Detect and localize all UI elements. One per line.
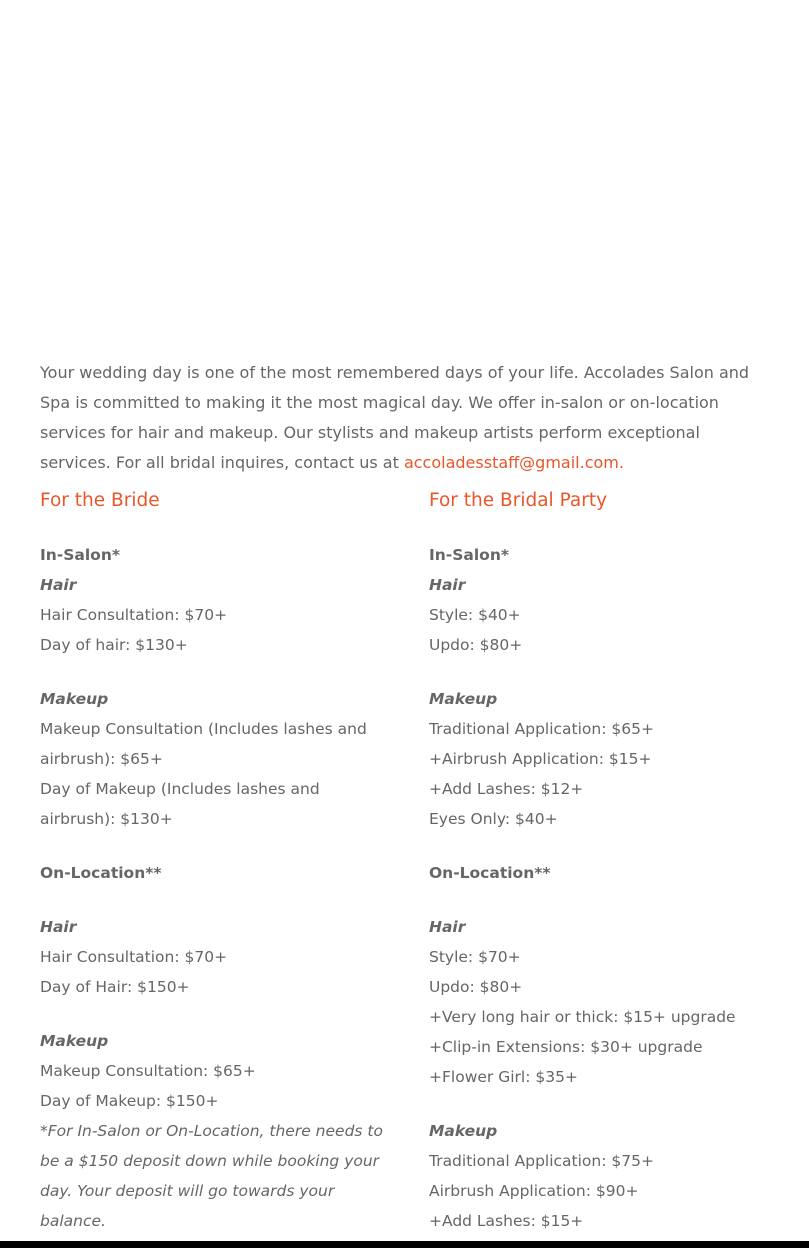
party-in-salon-makeup-item: +Airbrush Application: $15+ [429, 750, 652, 768]
party-in-salon-hair-item: Style: $40+ [429, 606, 521, 624]
party-in-salon-heading: In-Salon* [429, 546, 509, 564]
bride-on-location-hair-heading: Hair [40, 918, 77, 936]
bride-in-salon-hair-item: Day of hair: $130+ [40, 636, 188, 654]
party-on-location-makeup-item: +Add Lashes: $15+ [429, 1212, 584, 1230]
party-on-location-hair-item: Updo: $80+ [429, 978, 523, 996]
party-on-location-hair-item: +Very long hair or thick: $15+ upgrade [429, 1008, 736, 1026]
bride-title: For the Bride [40, 490, 160, 511]
intro-paragraph [40, 358, 770, 478]
bottom-bar [0, 1241, 809, 1248]
party-in-salon-hair-heading: Hair [429, 576, 466, 594]
party-in-salon-makeup-heading: Makeup [429, 690, 498, 708]
bride-on-location-hair-item: Day of Hair: $150+ [40, 978, 190, 996]
bride-in-salon-heading: In-Salon* [40, 546, 120, 564]
bride-column [40, 486, 390, 1236]
bride-on-location-makeup-item: Makeup Consultation: $65+ [40, 1062, 256, 1080]
party-in-salon-makeup-item: Traditional Application: $65+ [429, 720, 654, 738]
bride-in-salon-makeup-heading: Makeup [40, 690, 109, 708]
contact-email-link[interactable]: accoladesstaff@gmail.com. [403, 453, 624, 472]
party-on-location-makeup-item: Traditional Application: $75+ [429, 1152, 654, 1170]
party-on-location-heading: On-Location** [429, 864, 551, 882]
party-on-location-hair-heading: Hair [429, 918, 466, 936]
party-column [429, 486, 789, 1236]
bride-on-location-hair-item: Hair Consultation: $70+ [40, 948, 228, 966]
party-in-salon-hair-item: Updo: $80+ [429, 636, 523, 654]
bride-in-salon-hair-item: Hair Consultation: $70+ [40, 606, 228, 624]
party-in-salon-makeup-item: +Add Lashes: $12+ [429, 780, 584, 798]
bride-in-salon-makeup-item: Makeup Consultation (Includes lashes and airbrush): $65+ [40, 720, 367, 768]
hero-image-area [0, 0, 809, 340]
bride-in-salon-makeup-item: Day of Makeup (Includes lashes and airbrush): $130+ [40, 780, 320, 828]
party-in-salon-makeup-item: Eyes Only: $40+ [429, 810, 558, 828]
party-on-location-makeup-item: Airbrush Application: $90+ [429, 1182, 639, 1200]
party-on-location-makeup-heading: Makeup [429, 1122, 498, 1140]
party-title: For the Bridal Party [429, 490, 608, 511]
party-on-location-hair-item: +Clip-in Extensions: $30+ upgrade [429, 1038, 703, 1056]
bride-on-location-heading: On-Location** [40, 864, 162, 882]
intro-text: Your wedding day is one of the most remembered days of your life. Accolades Salon and Spa is committed to making it the most magical day. We offer in-salon or on-location services for hair and makeup. Our stylists and makeup artists perform exceptional services. For all bridal inquires, contact us at [40, 363, 750, 472]
party-on-location-hair-item: +Flower Girl: $35+ [429, 1068, 578, 1086]
bride-on-location-makeup-item: Day of Makeup: $150+ [40, 1092, 219, 1110]
bride-in-salon-hair-heading: Hair [40, 576, 77, 594]
deposit-note: *For In-Salon or On-Location, there needs to be a $150 deposit down while booking your day. Your deposit will go towards your balance. [40, 1122, 383, 1230]
party-on-location-hair-item: Style: $70+ [429, 948, 521, 966]
bride-on-location-makeup-heading: Makeup [40, 1032, 109, 1050]
